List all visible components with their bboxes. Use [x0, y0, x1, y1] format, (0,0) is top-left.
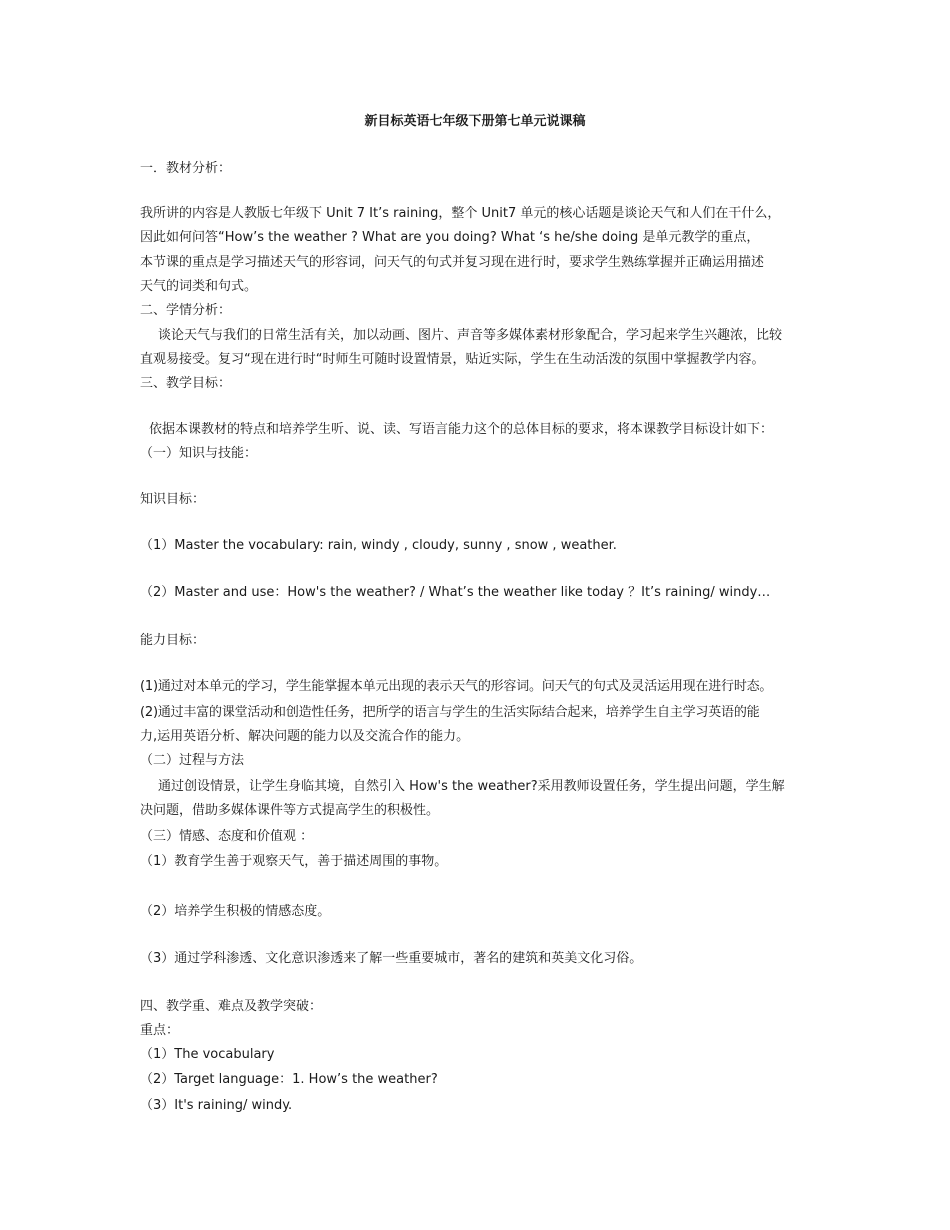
label-knowledge-goals: 知识目标： [140, 492, 206, 507]
paragraph-line: 本节课的重点是学习描述天气的形容词，问天气的句式并复习现在进行时，要求学生熟练掌握并正确运用描述 [140, 255, 765, 270]
section-heading-textbook-analysis: 一．教材分析： [140, 161, 232, 176]
paragraph-line: 天气的词类和句式。 [140, 279, 258, 294]
paragraph-line: 直观易接受。复习“现在进行时“时师生可随时设置情景，贴近实际，学生在生动活泼的氛围中掌握教学内容。 [140, 352, 765, 367]
paragraph-line: 决问题，借助多媒体课件等方式提高学生的积极性。 [140, 803, 440, 818]
subsection-heading-process-methods: （二）过程与方法 [140, 753, 245, 768]
section-heading-student-analysis: 二、学情分析： [140, 303, 232, 318]
paragraph-line: 依据本课教材的特点和培养学生听、说、读、写语言能力这个的总体目标的要求，将本课教学目标设计如下： [149, 422, 774, 437]
paragraph-line: 通过创设情景，让学生身临其境，自然引入 How's the weather?采用教师设置任务，学生提出问题，学生解 [158, 779, 785, 794]
subsection-heading-values: （三）情感、态度和价值观 ： [140, 829, 314, 844]
list-item: （2）Master and use：How's the weather? / What’s the weather like today ？It’s raining/ windy… [140, 585, 771, 600]
list-item: （3）通过学科渗透、文化意识渗透来了解一些重要城市，著名的建筑和英美文化习俗。 [140, 951, 643, 966]
list-item: （1）The vocabulary [140, 1047, 275, 1062]
list-item: （1）教育学生善于观察天气，善于描述周围的事物。 [140, 854, 448, 869]
document-title: 新目标英语七年级下册第七单元说课稿 [364, 114, 586, 129]
list-item: （2）Target language：1. How’s the weather? [140, 1072, 438, 1087]
paragraph-line: 谈论天气与我们的日常生活有关，加以动画、图片、声音等多媒体素材形象配合，学习起来学生兴趣浓，比较 [158, 328, 783, 343]
paragraph-line: 我所讲的内容是人教版七年级下 Unit 7 It’s raining，整个 Unit7 单元的核心话题是谈论天气和人们在干什么， [140, 206, 781, 221]
label-key-points: 重点： [140, 1023, 180, 1038]
subsection-heading-knowledge-skills: （一）知识与技能： [140, 446, 258, 461]
section-heading-teaching-objectives: 三、教学目标： [140, 376, 232, 391]
list-item: （3）It's raining/ windy. [140, 1098, 293, 1113]
paragraph-line: 力,运用英语分析、解决问题的能力以及交流合作的能力。 [140, 729, 470, 744]
list-item: （1）Master the vocabulary: rain, windy , cloudy, sunny , snow , weather. [140, 538, 617, 553]
paragraph-line: 因此如何问答“How’s the weather ? What are you doing? What ‘s he/she doing 是单元教学的重点， [140, 230, 760, 245]
section-heading-key-points: 四、教学重、难点及教学突破： [140, 999, 323, 1014]
list-item: （2）培养学生积极的情感态度。 [140, 904, 331, 919]
list-item: (2)通过丰富的课堂活动和创造性任务，把所学的语言与学生的生活实际结合起来，培养学生自主学习英语的能 [140, 705, 760, 720]
list-item: (1)通过对本单元的学习，学生能掌握本单元出现的表示天气的形容词。问天气的句式及灵活运用现在进行时态。 [140, 679, 773, 694]
label-ability-goals: 能力目标： [140, 633, 206, 648]
